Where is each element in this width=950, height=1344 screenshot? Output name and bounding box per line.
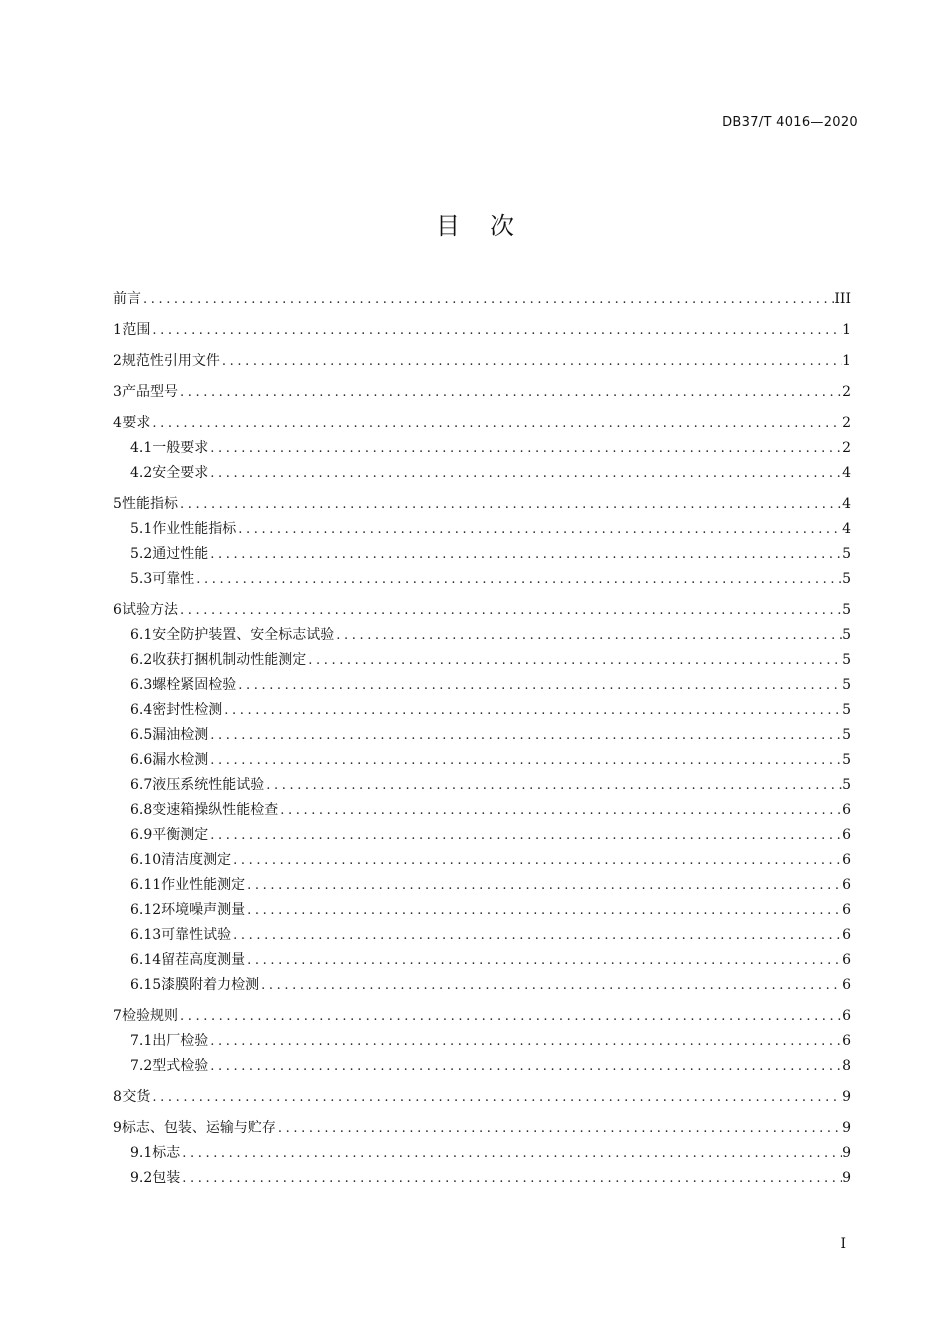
toc-entry[interactable]: [113, 873, 851, 898]
toc-entry[interactable]: [113, 973, 851, 998]
toc-entry-page: 5: [842, 652, 851, 668]
toc-dot-leader: [278, 798, 842, 823]
toc-entry-page: 6: [842, 902, 851, 918]
toc-entry-label: 安全防护装置、安全标志试验: [152, 627, 335, 643]
toc-entry-page: III: [834, 291, 851, 307]
toc-dot-leader: [222, 698, 842, 723]
toc-entry-number: 9: [113, 1120, 122, 1136]
toc-entry-label: 变速箱操纵性能检查: [152, 802, 279, 818]
toc-entry-number: 5.1: [130, 521, 153, 537]
toc-entry-label: 试验方法: [122, 602, 179, 618]
toc-entry-number: 2: [113, 353, 122, 369]
toc-entry-number: 7.2: [130, 1058, 153, 1074]
toc-entry-label: 产品型号: [122, 384, 179, 400]
toc-entry-label: 范围: [122, 322, 151, 338]
toc-dot-leader: [150, 318, 842, 343]
toc-entry-page: 5: [842, 602, 851, 618]
toc-entry-label: 清洁度测定: [161, 852, 232, 868]
toc-entry[interactable]: [113, 1085, 851, 1110]
toc-entry-number: 6.12: [130, 902, 162, 918]
toc-entry-label: 安全要求: [152, 465, 209, 481]
toc-entry-number: 6.7: [130, 777, 153, 793]
toc-dot-leader: [150, 1085, 842, 1110]
toc-entry[interactable]: [113, 542, 851, 567]
toc-entry-number: 3: [113, 384, 122, 400]
document-code: DB37/T 4016—2020: [722, 115, 858, 130]
toc-dot-leader: [276, 1116, 842, 1141]
toc-entry-label: 环境噪声测量: [161, 902, 246, 918]
toc-entry[interactable]: [113, 1029, 851, 1054]
toc-entry-label: 平衡测定: [152, 827, 209, 843]
toc-entry-label: 性能指标: [122, 496, 179, 512]
toc-entry-label: 前言: [113, 291, 141, 307]
toc-entry-number: 6.1: [130, 627, 153, 643]
toc-entry[interactable]: [113, 1004, 851, 1029]
toc-entry-page: 1: [842, 322, 851, 338]
toc-entry[interactable]: [113, 318, 851, 343]
toc-entry-page: 6: [842, 927, 851, 943]
toc-entry-number: 6.15: [130, 977, 162, 993]
toc-entry-page: 5: [842, 627, 851, 643]
toc-entry-label: 作业性能指标: [152, 521, 237, 537]
toc-dot-leader: [178, 1004, 842, 1029]
toc-entry-label: 规范性引用文件: [121, 353, 220, 369]
toc-entry-number: 6: [113, 602, 122, 618]
toc-entry-page: 9: [842, 1089, 851, 1105]
toc-entry-number: 4.1: [130, 440, 153, 456]
toc-dot-leader: [208, 436, 842, 461]
toc-dot-leader: [208, 1054, 842, 1079]
toc-dot-leader: [180, 1141, 842, 1166]
toc-entry-page: 5: [842, 571, 851, 587]
toc-entry-number: 6.13: [130, 927, 162, 943]
toc-dot-leader: [245, 898, 842, 923]
toc-entry-page: 2: [842, 384, 851, 400]
toc-entry-number: 6.6: [130, 752, 153, 768]
toc-entry-page: 1: [842, 353, 851, 369]
toc-entry-number: 4.2: [130, 465, 153, 481]
toc-entry-page: 5: [842, 677, 851, 693]
toc-entry[interactable]: [113, 598, 851, 623]
toc-entry-label: 漆膜附着力检测: [161, 977, 260, 993]
toc-entry-label: 作业性能测定: [161, 877, 246, 893]
toc-entry-label: 要求: [122, 415, 151, 431]
toc-entry[interactable]: [113, 623, 851, 648]
toc-dot-leader: [208, 823, 842, 848]
toc-dot-leader: [306, 648, 842, 673]
toc-entry[interactable]: [113, 461, 851, 486]
toc-entry-label: 交货: [122, 1089, 151, 1105]
toc-entry-page: 6: [842, 852, 851, 868]
toc-entry-label: 出厂检验: [152, 1033, 209, 1049]
toc-dot-leader: [236, 517, 842, 542]
toc-entry[interactable]: [113, 923, 851, 948]
toc-entry-page: 5: [842, 546, 851, 562]
toc-dot-leader: [194, 567, 842, 592]
toc-entry[interactable]: [113, 380, 851, 405]
toc-entry[interactable]: [113, 492, 851, 517]
toc-entry-number: 6.10: [130, 852, 162, 868]
toc-entry-page: 6: [842, 1008, 851, 1024]
toc-entry[interactable]: [113, 898, 851, 923]
toc-entry-page: 8: [842, 1058, 851, 1074]
toc-entry-page: 6: [842, 877, 851, 893]
toc-dot-leader: [236, 673, 842, 698]
toc-entry[interactable]: [113, 567, 851, 592]
toc-dot-leader: [264, 773, 842, 798]
toc-dot-leader: [259, 973, 842, 998]
toc-entry[interactable]: [113, 798, 851, 823]
toc-entry-page: 4: [842, 465, 851, 481]
toc-entry[interactable]: [113, 517, 851, 542]
toc-entry-page: 6: [842, 802, 851, 818]
toc-entry-number: 6.2: [130, 652, 153, 668]
toc-entry-label: 密封性检测: [152, 702, 223, 718]
toc-entry-label: 一般要求: [152, 440, 209, 456]
toc-dot-leader: [150, 411, 842, 436]
toc-entry[interactable]: [113, 723, 851, 748]
toc-dot-leader: [180, 1166, 842, 1191]
toc-dot-leader: [231, 848, 842, 873]
toc-entry[interactable]: [113, 349, 851, 374]
toc-entry-number: 7.1: [130, 1033, 153, 1049]
toc-entry-label: 标志: [152, 1145, 181, 1161]
toc-entry-number: 6.11: [130, 877, 162, 893]
toc-entry-label: 留茬高度测量: [161, 952, 246, 968]
toc-entry[interactable]: [113, 1166, 851, 1191]
table-of-contents: [113, 287, 851, 1191]
toc-entry-number: 6.8: [130, 802, 153, 818]
toc-entry-label: 漏油检测: [152, 727, 209, 743]
toc-entry-label: 检验规则: [122, 1008, 179, 1024]
toc-dot-leader: [220, 349, 842, 374]
toc-entry-label: 可靠性: [152, 571, 195, 587]
toc-dot-leader: [245, 873, 842, 898]
toc-entry[interactable]: [113, 436, 851, 461]
toc-dot-leader: [208, 723, 842, 748]
toc-entry-page: 6: [842, 1033, 851, 1049]
toc-entry[interactable]: [113, 1116, 851, 1141]
toc-dot-leader: [178, 598, 842, 623]
toc-entry-page: 9: [842, 1120, 851, 1136]
toc-entry-page: 6: [842, 952, 851, 968]
toc-entry-page: 4: [842, 521, 851, 537]
toc-entry-label: 包装: [152, 1170, 181, 1186]
toc-entry-number: 5: [113, 496, 122, 512]
toc-entry-page: 5: [842, 777, 851, 793]
toc-entry-page: 2: [842, 440, 851, 456]
toc-entry-label: 收获打捆机制动性能测定: [152, 652, 307, 668]
toc-dot-leader: [334, 623, 842, 648]
toc-entry[interactable]: [113, 698, 851, 723]
toc-entry[interactable]: [113, 287, 851, 312]
toc-entry-page: 5: [842, 752, 851, 768]
toc-entry-number: 6.14: [130, 952, 162, 968]
toc-entry-label: 液压系统性能试验: [152, 777, 265, 793]
toc-entry-number: 8: [113, 1089, 122, 1105]
toc-entry-page: 5: [842, 727, 851, 743]
toc-dot-leader: [245, 948, 842, 973]
toc-entry-number: 6.3: [130, 677, 153, 693]
toc-dot-leader: [141, 287, 834, 312]
toc-entry-label: 漏水检测: [152, 752, 209, 768]
toc-entry-page: 9: [842, 1170, 851, 1186]
toc-dot-leader: [178, 492, 842, 517]
toc-entry[interactable]: [113, 773, 851, 798]
toc-entry[interactable]: [113, 748, 851, 773]
toc-entry[interactable]: [113, 1141, 851, 1166]
toc-entry[interactable]: [113, 948, 851, 973]
toc-dot-leader: [208, 461, 842, 486]
footer-page-number: I: [840, 1236, 846, 1252]
toc-dot-leader: [208, 542, 842, 567]
toc-entry-label: 螺栓紧固检验: [152, 677, 237, 693]
toc-entry-page: 9: [842, 1145, 851, 1161]
toc-entry-number: 5.2: [130, 546, 153, 562]
toc-dot-leader: [208, 748, 842, 773]
toc-entry-label: 可靠性试验: [161, 927, 232, 943]
toc-entry-number: 9.1: [130, 1145, 153, 1161]
toc-entry[interactable]: [113, 848, 851, 873]
toc-entry-number: 5.3: [130, 571, 153, 587]
toc-entry-label: 标志、包装、运输与贮存: [121, 1120, 276, 1136]
toc-entry-number: 9.2: [130, 1170, 153, 1186]
toc-entry-number: 6.9: [130, 827, 153, 843]
toc-entry-page: 6: [842, 977, 851, 993]
toc-entry[interactable]: [113, 823, 851, 848]
toc-entry-label: 型式检验: [152, 1058, 209, 1074]
toc-entry-page: 2: [842, 415, 851, 431]
toc-dot-leader: [178, 380, 842, 405]
toc-entry[interactable]: [113, 411, 851, 436]
toc-entry-number: 4: [113, 415, 122, 431]
toc-entry[interactable]: [113, 648, 851, 673]
toc-dot-leader: [208, 1029, 842, 1054]
page-title: 目次: [436, 212, 544, 240]
toc-dot-leader: [231, 923, 842, 948]
toc-entry-number: 1: [113, 322, 122, 338]
toc-entry-number: 6.5: [130, 727, 153, 743]
toc-entry[interactable]: [113, 1054, 851, 1079]
toc-entry-number: 7: [113, 1008, 122, 1024]
toc-entry-page: 4: [842, 496, 851, 512]
toc-entry-number: 6.4: [130, 702, 153, 718]
toc-entry-label: 通过性能: [152, 546, 209, 562]
toc-entry-page: 5: [842, 702, 851, 718]
toc-entry[interactable]: [113, 673, 851, 698]
toc-entry-page: 6: [842, 827, 851, 843]
